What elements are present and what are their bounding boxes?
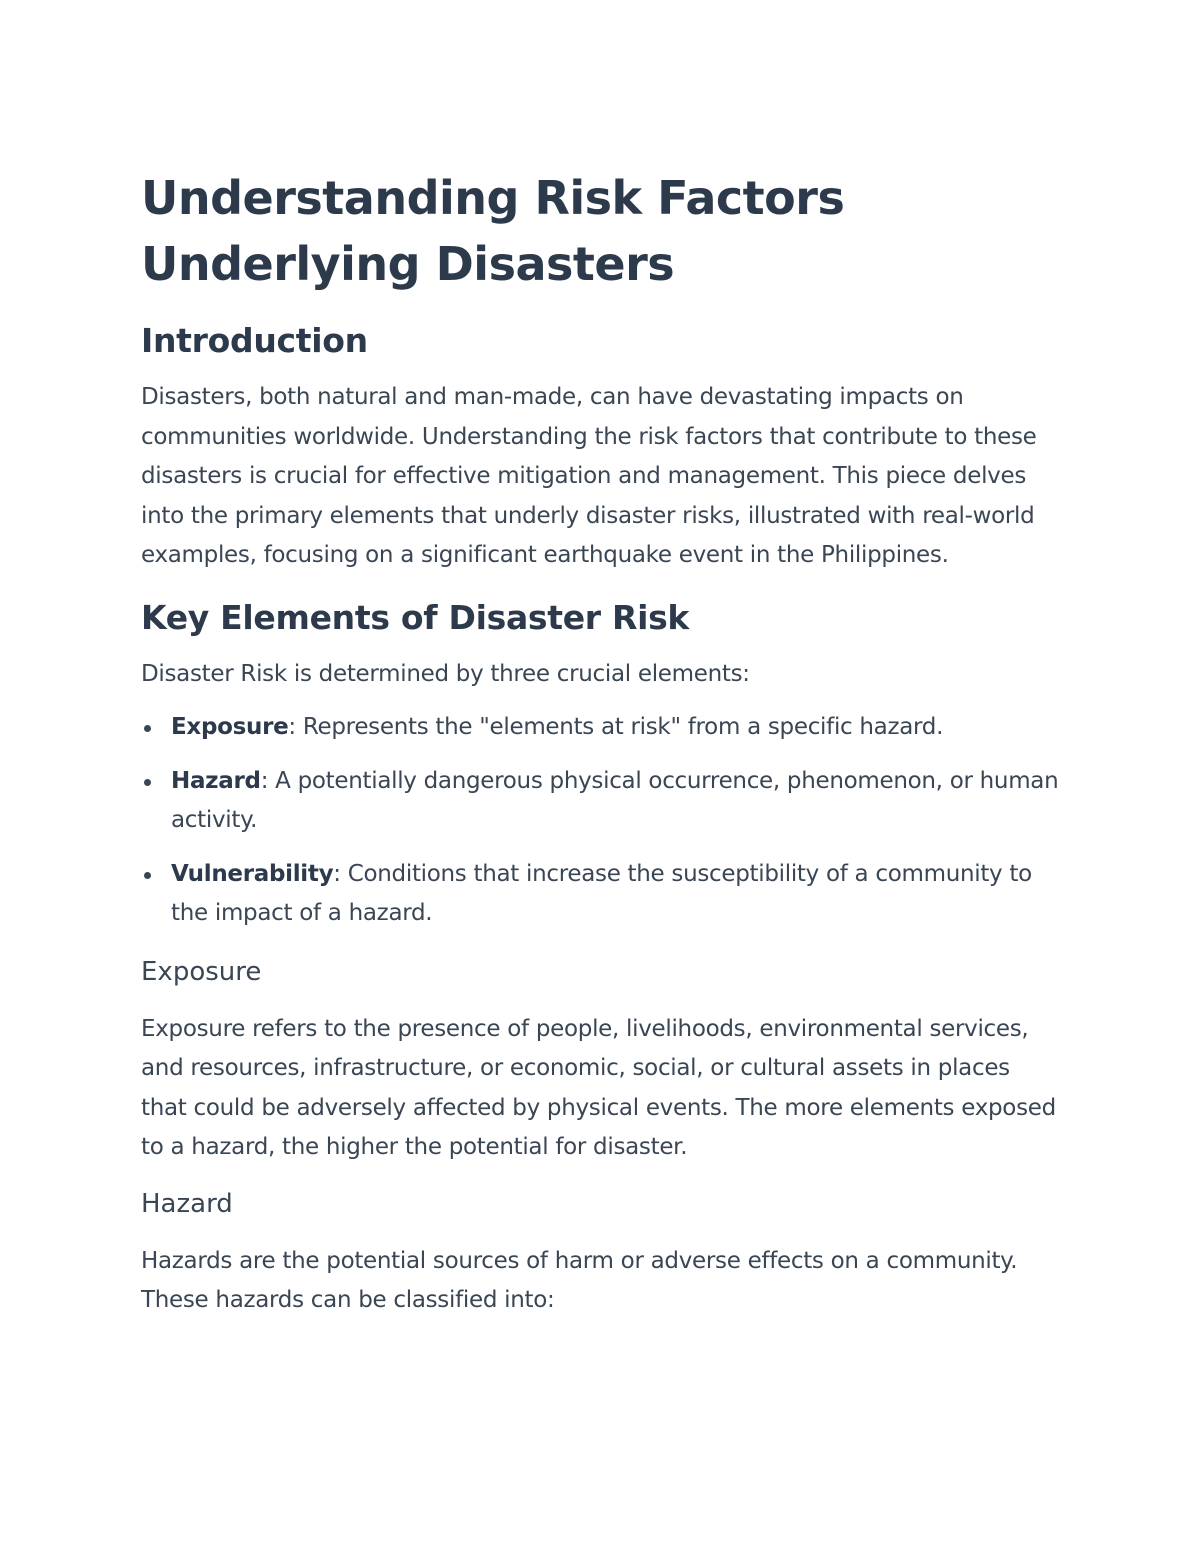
key-elements-lead: Disaster Risk is determined by three crucial elements: <box>141 660 750 687</box>
exposure-paragraph: Exposure refers to the presence of people, livelihoods, environmental services, and resources, infrastructure, or economic, social, or cultural assets in places that could be adversely affected by physical events. The more elements exposed to a hazard, the higher the potential for disaster. <box>141 1015 1056 1160</box>
key-elements-list <box>141 708 1061 934</box>
list-item-text: : Conditions that increase the susceptibility of a community to the impact of a hazard. <box>171 860 1032 926</box>
list-item-term: Vulnerability <box>171 860 334 887</box>
hazard-heading: Hazard <box>141 1188 233 1219</box>
introduction-paragraph: Disasters, both natural and man-made, can have devastating impacts on communities worldwide. Understanding the risk factors that contribute to these disasters is crucial for effective mitigation and management. This piece delves into the primary elements that underly disaster risks, illustrated with real-world examples, focusing on a significant earthquake event in the Philippines. <box>141 384 1037 568</box>
introduction-heading: Introduction <box>141 321 368 360</box>
page-title: Understanding Risk Factors Underlying Disasters <box>141 171 845 291</box>
key-elements-heading: Key Elements of Disaster Risk <box>141 597 690 637</box>
exposure-heading: Exposure <box>141 956 262 987</box>
list-item-text: : Represents the "elements at risk" from a specific hazard. <box>288 714 944 740</box>
bullet-icon <box>144 872 151 879</box>
bullet-icon <box>144 725 151 732</box>
bullet-icon <box>144 779 151 786</box>
list-item-hazard <box>141 762 1061 841</box>
list-item-term: Hazard <box>171 767 261 794</box>
hazard-paragraph: Hazards are the potential sources of harm or adverse effects on a community. These hazards can be classified into: <box>141 1247 1018 1313</box>
list-item-text: : A potentially dangerous physical occurrence, phenomenon, or human activity. <box>171 767 1059 833</box>
document-page <box>141 165 1061 1321</box>
list-item-vulnerability <box>141 855 1061 934</box>
list-item-exposure <box>141 708 1061 748</box>
list-item-term: Exposure <box>171 714 289 740</box>
